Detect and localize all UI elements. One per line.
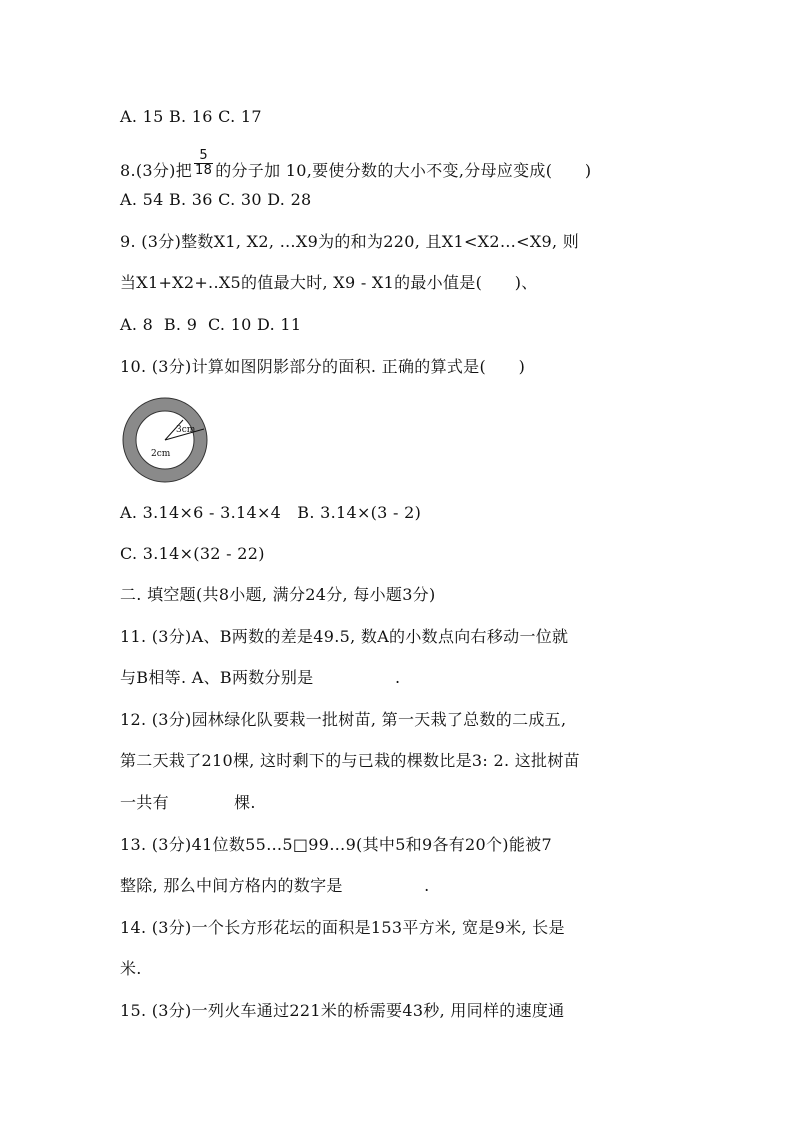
q9-stem-line1: 9. (3分)整数X1, X2, …X9为的和为220, 且X1<X2…<X9, 则	[120, 232, 580, 251]
q12-line2: 第二天栽了210棵, 这时剩下的与已栽的棵数比是3: 2. 这批树苗	[120, 751, 580, 770]
q10-option-c: C. 3.14×(32 - 22)	[120, 544, 265, 563]
q9-stem-line2: 当X1+X2+..X5的值最大时, X9 - X1的最小值是( )、	[120, 273, 538, 292]
q8-stem	[120, 148, 592, 186]
section-2-heading: 二. 填空题(共8小题, 满分24分, 每小题3分)	[120, 585, 436, 604]
fraction	[194, 149, 213, 178]
q8-options: A. 54 B. 36 C. 30 D. 28	[120, 190, 312, 209]
outer-radius-label: 3cm	[176, 425, 196, 435]
fraction-denominator: 18	[195, 163, 213, 178]
fraction-numerator: 5	[194, 149, 213, 164]
ring-figure	[120, 395, 210, 485]
q10-options-ab: A. 3.14×6 - 3.14×4 B. 3.14×(3 - 2)	[120, 503, 422, 522]
q12-line1: 12. (3分)园林绿化队要栽一批树苗, 第一天栽了总数的二成五,	[120, 710, 567, 729]
inner-radius-label: 2cm	[151, 449, 171, 459]
ring-diagram	[120, 395, 210, 485]
q9-options: A. 8 B. 9 C. 10 D. 11	[120, 315, 302, 334]
q13-line2: 整除, 那么中间方格内的数字是 .	[120, 876, 430, 895]
q14-line2: 米.	[120, 959, 142, 978]
q13-line1: 13. (3分)41位数55…5□99…9(其中5和9各有20个)能被7	[120, 835, 552, 854]
q7-options: A. 15 B. 16 C. 17	[120, 107, 262, 126]
q8-stem-post: 的分子加 10,要使分数的大小不变,分母应变成( )	[215, 161, 592, 180]
q10-stem: 10. (3分)计算如图阴影部分的面积. 正确的算式是( )	[120, 357, 526, 376]
q11-line1: 11. (3分)A、B两数的差是49.5, 数A的小数点向右移动一位就	[120, 627, 569, 646]
q12-line3: 一共有 棵.	[120, 793, 256, 812]
q11-line2: 与B相等. A、B两数分别是 .	[120, 668, 401, 687]
q14-line1: 14. (3分)一个长方形花坛的面积是153平方米, 宽是9米, 长是	[120, 918, 565, 937]
q15-line1: 15. (3分)一列火车通过221米的桥需要43秒, 用同样的速度通	[120, 1001, 565, 1020]
q8-stem-pre: 8.(3分)把	[120, 161, 193, 180]
